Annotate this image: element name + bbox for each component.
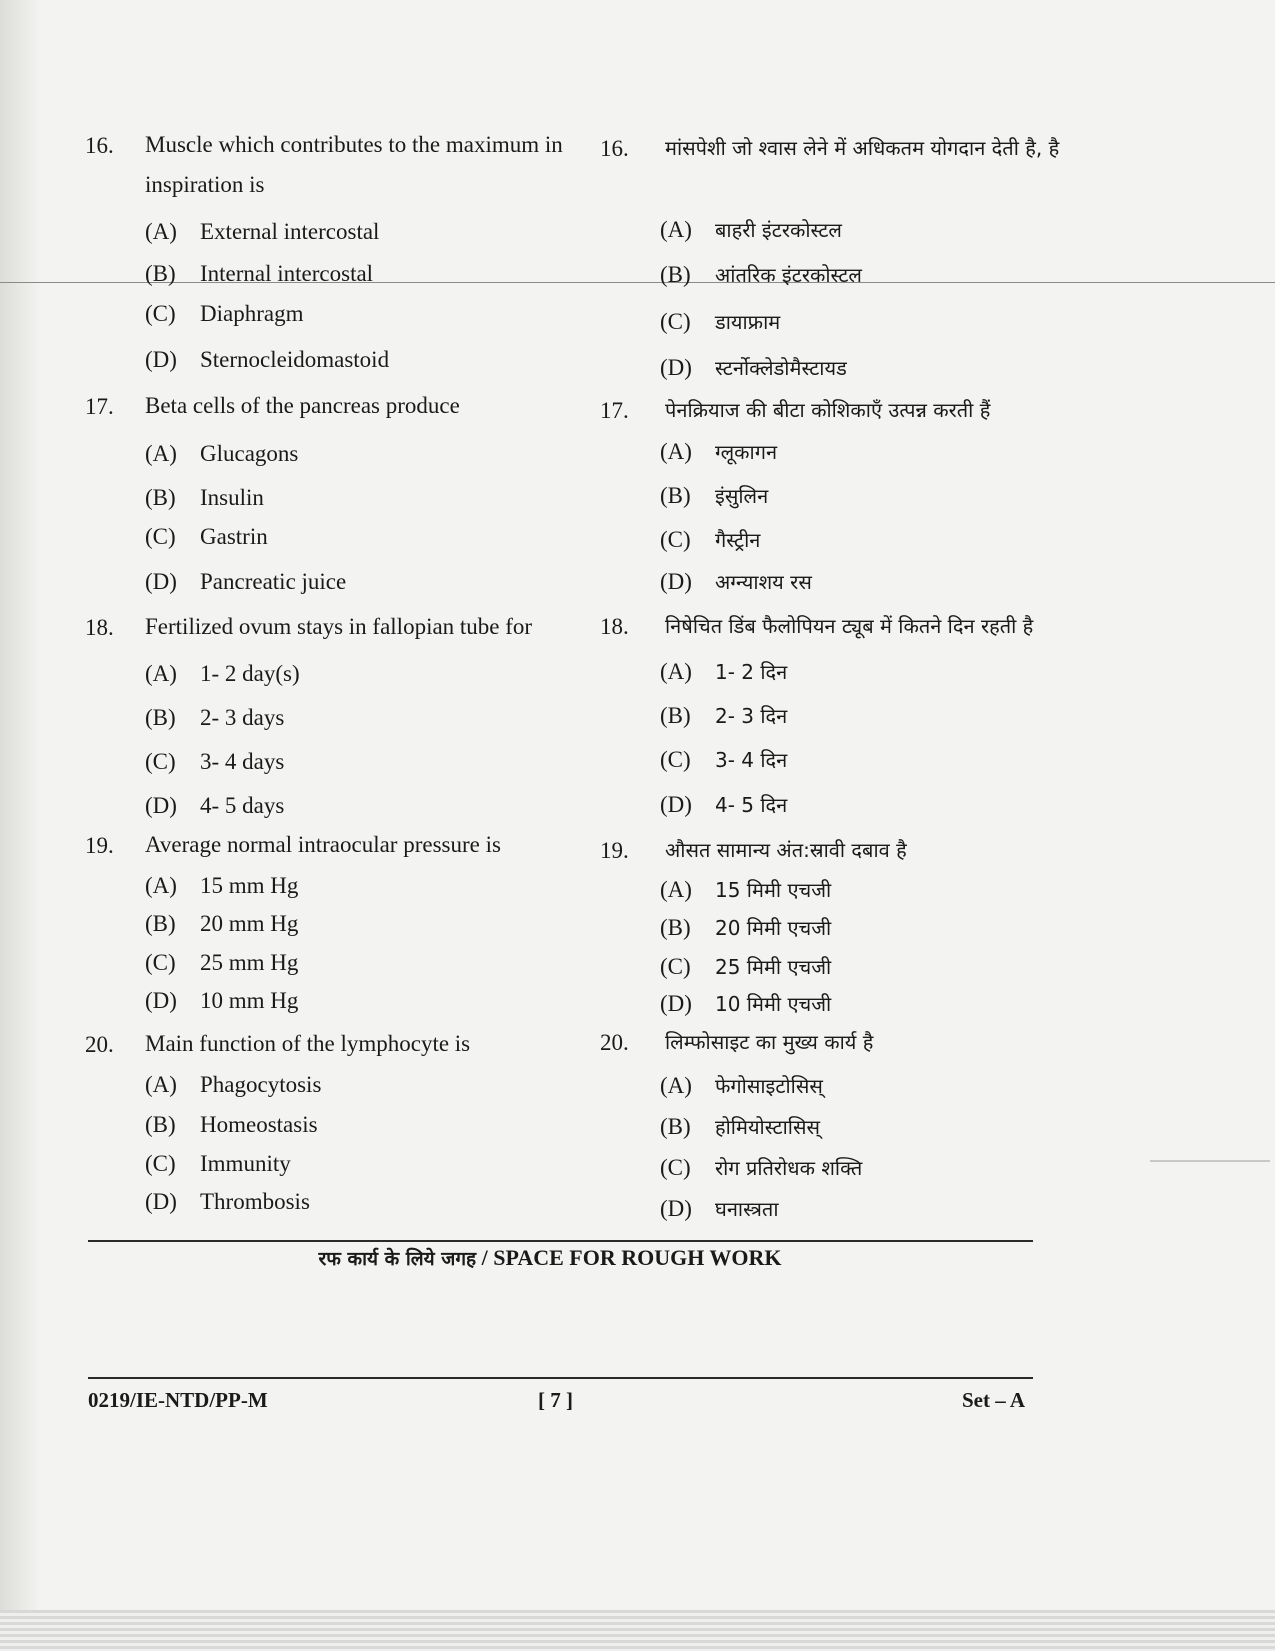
- option-text: 4- 5 दिन: [715, 793, 788, 817]
- scan-edge-shadow: [0, 0, 40, 1651]
- option-label: (D): [145, 1189, 177, 1214]
- option-text: 3- 4 days: [200, 749, 285, 774]
- option-c[interactable]: [660, 953, 831, 980]
- option-label: (D): [145, 569, 177, 594]
- option-d[interactable]: [145, 793, 284, 819]
- scan-bottom-bands: [0, 1610, 1275, 1651]
- option-text: गैस्ट्रीन: [715, 528, 761, 552]
- option-a[interactable]: [145, 441, 298, 467]
- question-text: Muscle which contributes to the maximum in inspiration is: [145, 132, 563, 197]
- question-text: Beta cells of the pancreas produce: [145, 393, 460, 418]
- option-text: ग्लूकागन: [715, 440, 778, 464]
- option-text: स्टर्नोक्लेडोमैस्टायड: [715, 356, 847, 380]
- option-label: (B): [145, 1112, 176, 1137]
- option-c[interactable]: [145, 301, 303, 327]
- option-label: (C): [660, 309, 691, 334]
- option-d[interactable]: [660, 568, 812, 595]
- option-label: (C): [660, 1155, 691, 1180]
- option-a[interactable]: [660, 216, 842, 243]
- option-text: 15 mm Hg: [200, 873, 299, 898]
- option-label: (C): [660, 954, 691, 979]
- option-c[interactable]: [145, 749, 284, 775]
- option-label: (B): [660, 1114, 691, 1139]
- option-text: Internal intercostal: [200, 261, 374, 286]
- rough-work-divider: [88, 1240, 1033, 1242]
- option-text: Gastrin: [200, 524, 268, 549]
- option-text: 10 मिमी एचजी: [715, 992, 832, 1016]
- option-a[interactable]: [660, 1072, 823, 1099]
- option-text: 1- 2 दिन: [715, 660, 788, 684]
- option-a[interactable]: [660, 658, 787, 685]
- question-number: 18.: [600, 614, 629, 639]
- option-text: अग्न्याशय रस: [715, 570, 812, 594]
- option-d[interactable]: [660, 354, 847, 381]
- question-text: औसत सामान्य अंत:स्रावी दबाव है: [665, 838, 907, 862]
- option-c[interactable]: [660, 1154, 862, 1181]
- option-label: (D): [660, 792, 692, 817]
- option-label: (A): [145, 873, 177, 898]
- option-label: (B): [145, 485, 176, 510]
- question-number: 18.: [85, 615, 114, 640]
- option-label: (B): [145, 705, 176, 730]
- option-d[interactable]: [145, 569, 346, 595]
- option-b[interactable]: [660, 1113, 820, 1140]
- option-label: (D): [145, 347, 177, 372]
- option-label: (A): [145, 441, 177, 466]
- scan-artifact-line: [1150, 1160, 1270, 1162]
- option-d[interactable]: [145, 1189, 310, 1215]
- option-d[interactable]: [660, 990, 831, 1017]
- option-text: Glucagons: [200, 441, 299, 466]
- option-label: (C): [145, 950, 176, 975]
- option-label: (C): [145, 749, 176, 774]
- option-b[interactable]: [145, 911, 298, 937]
- question-number: 19.: [85, 833, 114, 858]
- option-label: (C): [145, 301, 176, 326]
- option-label: (A): [660, 439, 692, 464]
- option-label: (A): [145, 661, 177, 686]
- question-text: निषेचित डिंब फैलोपियन ट्यूब में कितने दिन रहती है: [665, 614, 1034, 638]
- question-text: Main function of the lymphocyte is: [145, 1031, 471, 1056]
- rough-work-heading: [0, 1245, 1100, 1271]
- option-b[interactable]: [660, 261, 862, 288]
- option-a[interactable]: [660, 438, 777, 465]
- option-d[interactable]: [660, 791, 787, 818]
- option-text: 25 mm Hg: [200, 950, 299, 975]
- footer-divider: [88, 1377, 1033, 1379]
- option-text: 25 मिमी एचजी: [715, 955, 832, 979]
- option-a[interactable]: [145, 1072, 321, 1098]
- option-text: 20 mm Hg: [200, 911, 299, 936]
- option-a[interactable]: [145, 219, 379, 245]
- option-text: होमियोस्टासिस्: [715, 1115, 820, 1139]
- option-label: (A): [145, 219, 177, 244]
- option-text: डायाफ्राम: [715, 310, 781, 334]
- question-number: 16.: [600, 136, 629, 161]
- option-label: (B): [145, 261, 176, 286]
- option-text: रोग प्रतिरोधक शक्ति: [715, 1156, 863, 1180]
- option-label: (D): [660, 991, 692, 1016]
- option-b[interactable]: [145, 705, 284, 731]
- option-c[interactable]: [660, 746, 787, 773]
- question-number: 20.: [600, 1030, 629, 1055]
- option-text: 10 mm Hg: [200, 988, 299, 1013]
- option-label: (C): [660, 747, 691, 772]
- option-b[interactable]: [145, 261, 373, 287]
- option-text: 15 मिमी एचजी: [715, 878, 832, 902]
- set-label: Set – A: [962, 1388, 1025, 1412]
- option-b[interactable]: [145, 1112, 318, 1138]
- option-label: (B): [660, 703, 691, 728]
- option-text: बाहरी इंटरकोस्टल: [715, 218, 842, 242]
- option-label: (D): [145, 988, 177, 1013]
- option-b[interactable]: [660, 482, 768, 509]
- option-label: (A): [660, 877, 692, 902]
- page-number: [ 7 ]: [538, 1388, 573, 1412]
- option-text: Insulin: [200, 485, 264, 510]
- option-label: (B): [660, 483, 691, 508]
- option-c[interactable]: [145, 950, 298, 976]
- option-text: Thrombosis: [200, 1189, 310, 1214]
- option-text: Pancreatic juice: [200, 569, 347, 594]
- option-label: (C): [145, 524, 176, 549]
- option-c[interactable]: [145, 1151, 291, 1177]
- option-d[interactable]: [660, 1195, 779, 1222]
- option-text: 4- 5 days: [200, 793, 285, 818]
- option-c[interactable]: [660, 526, 760, 553]
- option-label: (D): [145, 793, 177, 818]
- option-text: 3- 4 दिन: [715, 748, 788, 772]
- option-label: (B): [660, 262, 691, 287]
- question-number: 17.: [85, 394, 114, 419]
- option-label: (B): [145, 911, 176, 936]
- option-text: Phagocytosis: [200, 1072, 322, 1097]
- option-text: 2- 3 दिन: [715, 704, 788, 728]
- option-text: आंतरिक इंटरकोस्टल: [715, 263, 862, 287]
- option-label: (B): [660, 915, 691, 940]
- option-text: External intercostal: [200, 219, 380, 244]
- option-label: (A): [145, 1072, 177, 1097]
- question-number: 16.: [85, 133, 114, 158]
- option-label: (A): [660, 659, 692, 684]
- option-text: Diaphragm: [200, 301, 304, 326]
- option-c[interactable]: [660, 308, 780, 335]
- option-text: घनास्त्रता: [715, 1197, 779, 1221]
- option-label: (C): [660, 527, 691, 552]
- option-label: (D): [660, 569, 692, 594]
- option-a[interactable]: [145, 661, 300, 687]
- option-label: (C): [145, 1151, 176, 1176]
- option-a[interactable]: [145, 873, 298, 899]
- option-text: Immunity: [200, 1151, 291, 1176]
- question-text: पेनक्रियाज की बीटा कोशिकाएँ उत्पन्न करती हैं: [665, 398, 991, 422]
- option-label: (D): [660, 1196, 692, 1221]
- option-c[interactable]: [145, 524, 268, 550]
- option-text: इंसुलिन: [715, 484, 769, 508]
- option-label: (A): [660, 217, 692, 242]
- rough-work-english: SPACE FOR ROUGH WORK: [493, 1245, 782, 1270]
- question-text: मांसपेशी जो श्वास लेने में अधिकतम योगदान देती है, है: [665, 136, 1060, 160]
- question-number: 19.: [600, 838, 629, 863]
- option-d[interactable]: [145, 347, 389, 373]
- option-text: फेगोसाइटोसिस्: [715, 1074, 823, 1098]
- option-text: 1- 2 day(s): [200, 661, 300, 686]
- option-text: 2- 3 days: [200, 705, 285, 730]
- option-text: Homeostasis: [200, 1112, 318, 1137]
- question-number: 20.: [85, 1032, 114, 1057]
- option-d[interactable]: [145, 988, 298, 1014]
- option-b[interactable]: [660, 914, 831, 941]
- question-text: लिम्फोसाइट का मुख्य कार्य है: [665, 1030, 874, 1054]
- paper-code: 0219/IE-NTD/PP-M: [88, 1388, 268, 1412]
- rough-work-separator: /: [476, 1245, 494, 1270]
- option-b[interactable]: [660, 702, 787, 729]
- rough-work-hindi: रफ कार्य के लिये जगह: [318, 1248, 477, 1270]
- option-label: (D): [660, 355, 692, 380]
- option-label: (A): [660, 1073, 692, 1098]
- question-number: 17.: [600, 398, 629, 423]
- option-a[interactable]: [660, 876, 831, 903]
- option-text: Sternocleidomastoid: [200, 347, 390, 372]
- option-b[interactable]: [145, 485, 264, 511]
- question-text: Average normal intraocular pressure is: [145, 832, 501, 857]
- question-text: Fertilized ovum stays in fallopian tube for: [145, 614, 533, 639]
- option-text: 20 मिमी एचजी: [715, 916, 832, 940]
